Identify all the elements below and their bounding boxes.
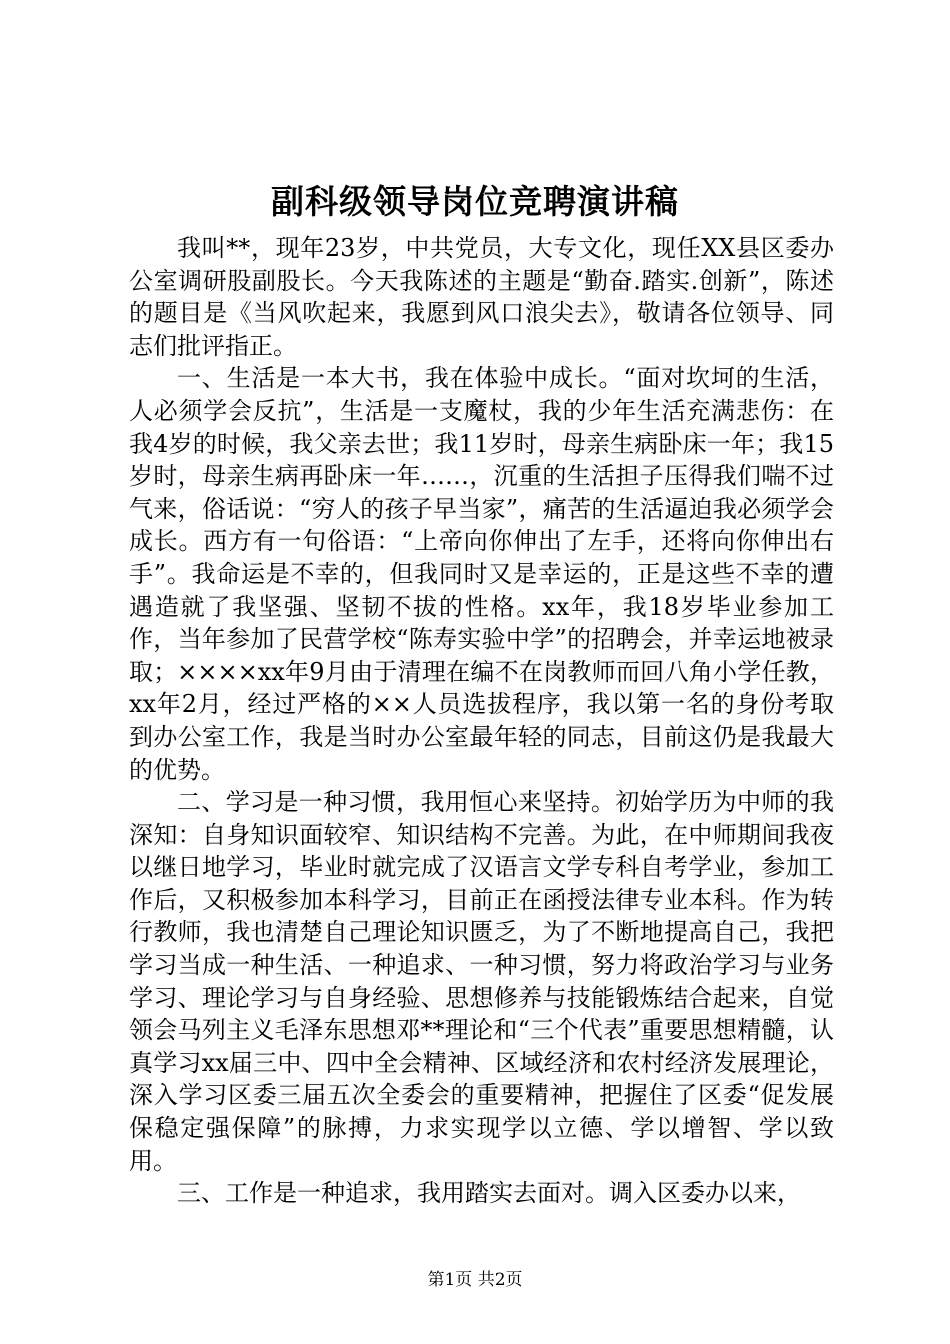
document-body	[129, 232, 834, 1210]
document-title: 副科级领导岗位竞聘演讲稿	[271, 182, 679, 221]
paragraph-section-three: 三、工作是一种追求，我用踏实去面对。调入区委办以来，	[177, 1179, 801, 1208]
paragraph-intro: 我叫**，现年23岁，中共党员，大专文化，现任XX县区委办公室调研股副股长。今天我陈述的主题是“勤奋.踏实.创新”，陈述的题目是《当风吹起来，我愿到风口浪尖去》，敬请各位领导、同志们批评指正。	[129, 234, 834, 360]
paragraph-section-two: 二、学习是一种习惯，我用恒心来坚持。初始学历为中师的我深知：自身知识面较窄、知识结构不完善。为此，在中师期间我夜以继日地学习，毕业时就完成了汉语言文学专科自考学业，参加工作后，又积极参加本科学习，目前正在函授法律专业本科。作为转行教师，我也清楚自己理论知识匮乏，为了不断地提高自己，我把学习当成一种生活、一种追求、一种习惯，努力将政治学习与业务学习、理论学习与自身经验、思想修养与技能锻炼结合起来，自觉领会马列主义毛泽东思想邓**理论和“三个代表”重要思想精髓，认真学习xx届三中、四中全会精神、区域经济和农村经济发展理论，深入学习区委三届五次全委会的重要精神，把握住了区委“促发展保稳定强保障”的脉搏，力求实现学以立德、学以增智、学以致用。	[129, 788, 834, 1175]
paragraph-section-one: 一、生活是一本大书，我在体验中成长。“面对坎坷的生活，人必须学会反抗”，生活是一支魔杖，我的少年生活充满悲伤：在我4岁的时候，我父亲去世；我11岁时，母亲生病卧床一年；我15岁时，母亲生病再卧床一年……，沉重的生活担子压得我们喘不过气来，俗话说：“穷人的孩子早当家”，痛苦的生活逼迫我必须学会成长。西方有一句俗语：“上帝向你伸出了左手，还将向你伸出右手”。我命运是不幸的，但我同时又是幸运的，正是这些不幸的遭遇造就了我坚强、坚韧不拔的性格。xx年，我18岁毕业参加工作，当年参加了民营学校“陈寿实验中学”的招聘会，并幸运地被录取；××××xx年9月由于清理在编不在岗教师而回八角小学任教，xx年2月，经过严格的××人员选拔程序，我以第一名的身份考取到办公室工作，我是当时办公室最年轻的同志，目前这仍是我最大的优势。	[129, 364, 834, 784]
page-number-footer: 第1页 共2页	[427, 1270, 523, 1290]
